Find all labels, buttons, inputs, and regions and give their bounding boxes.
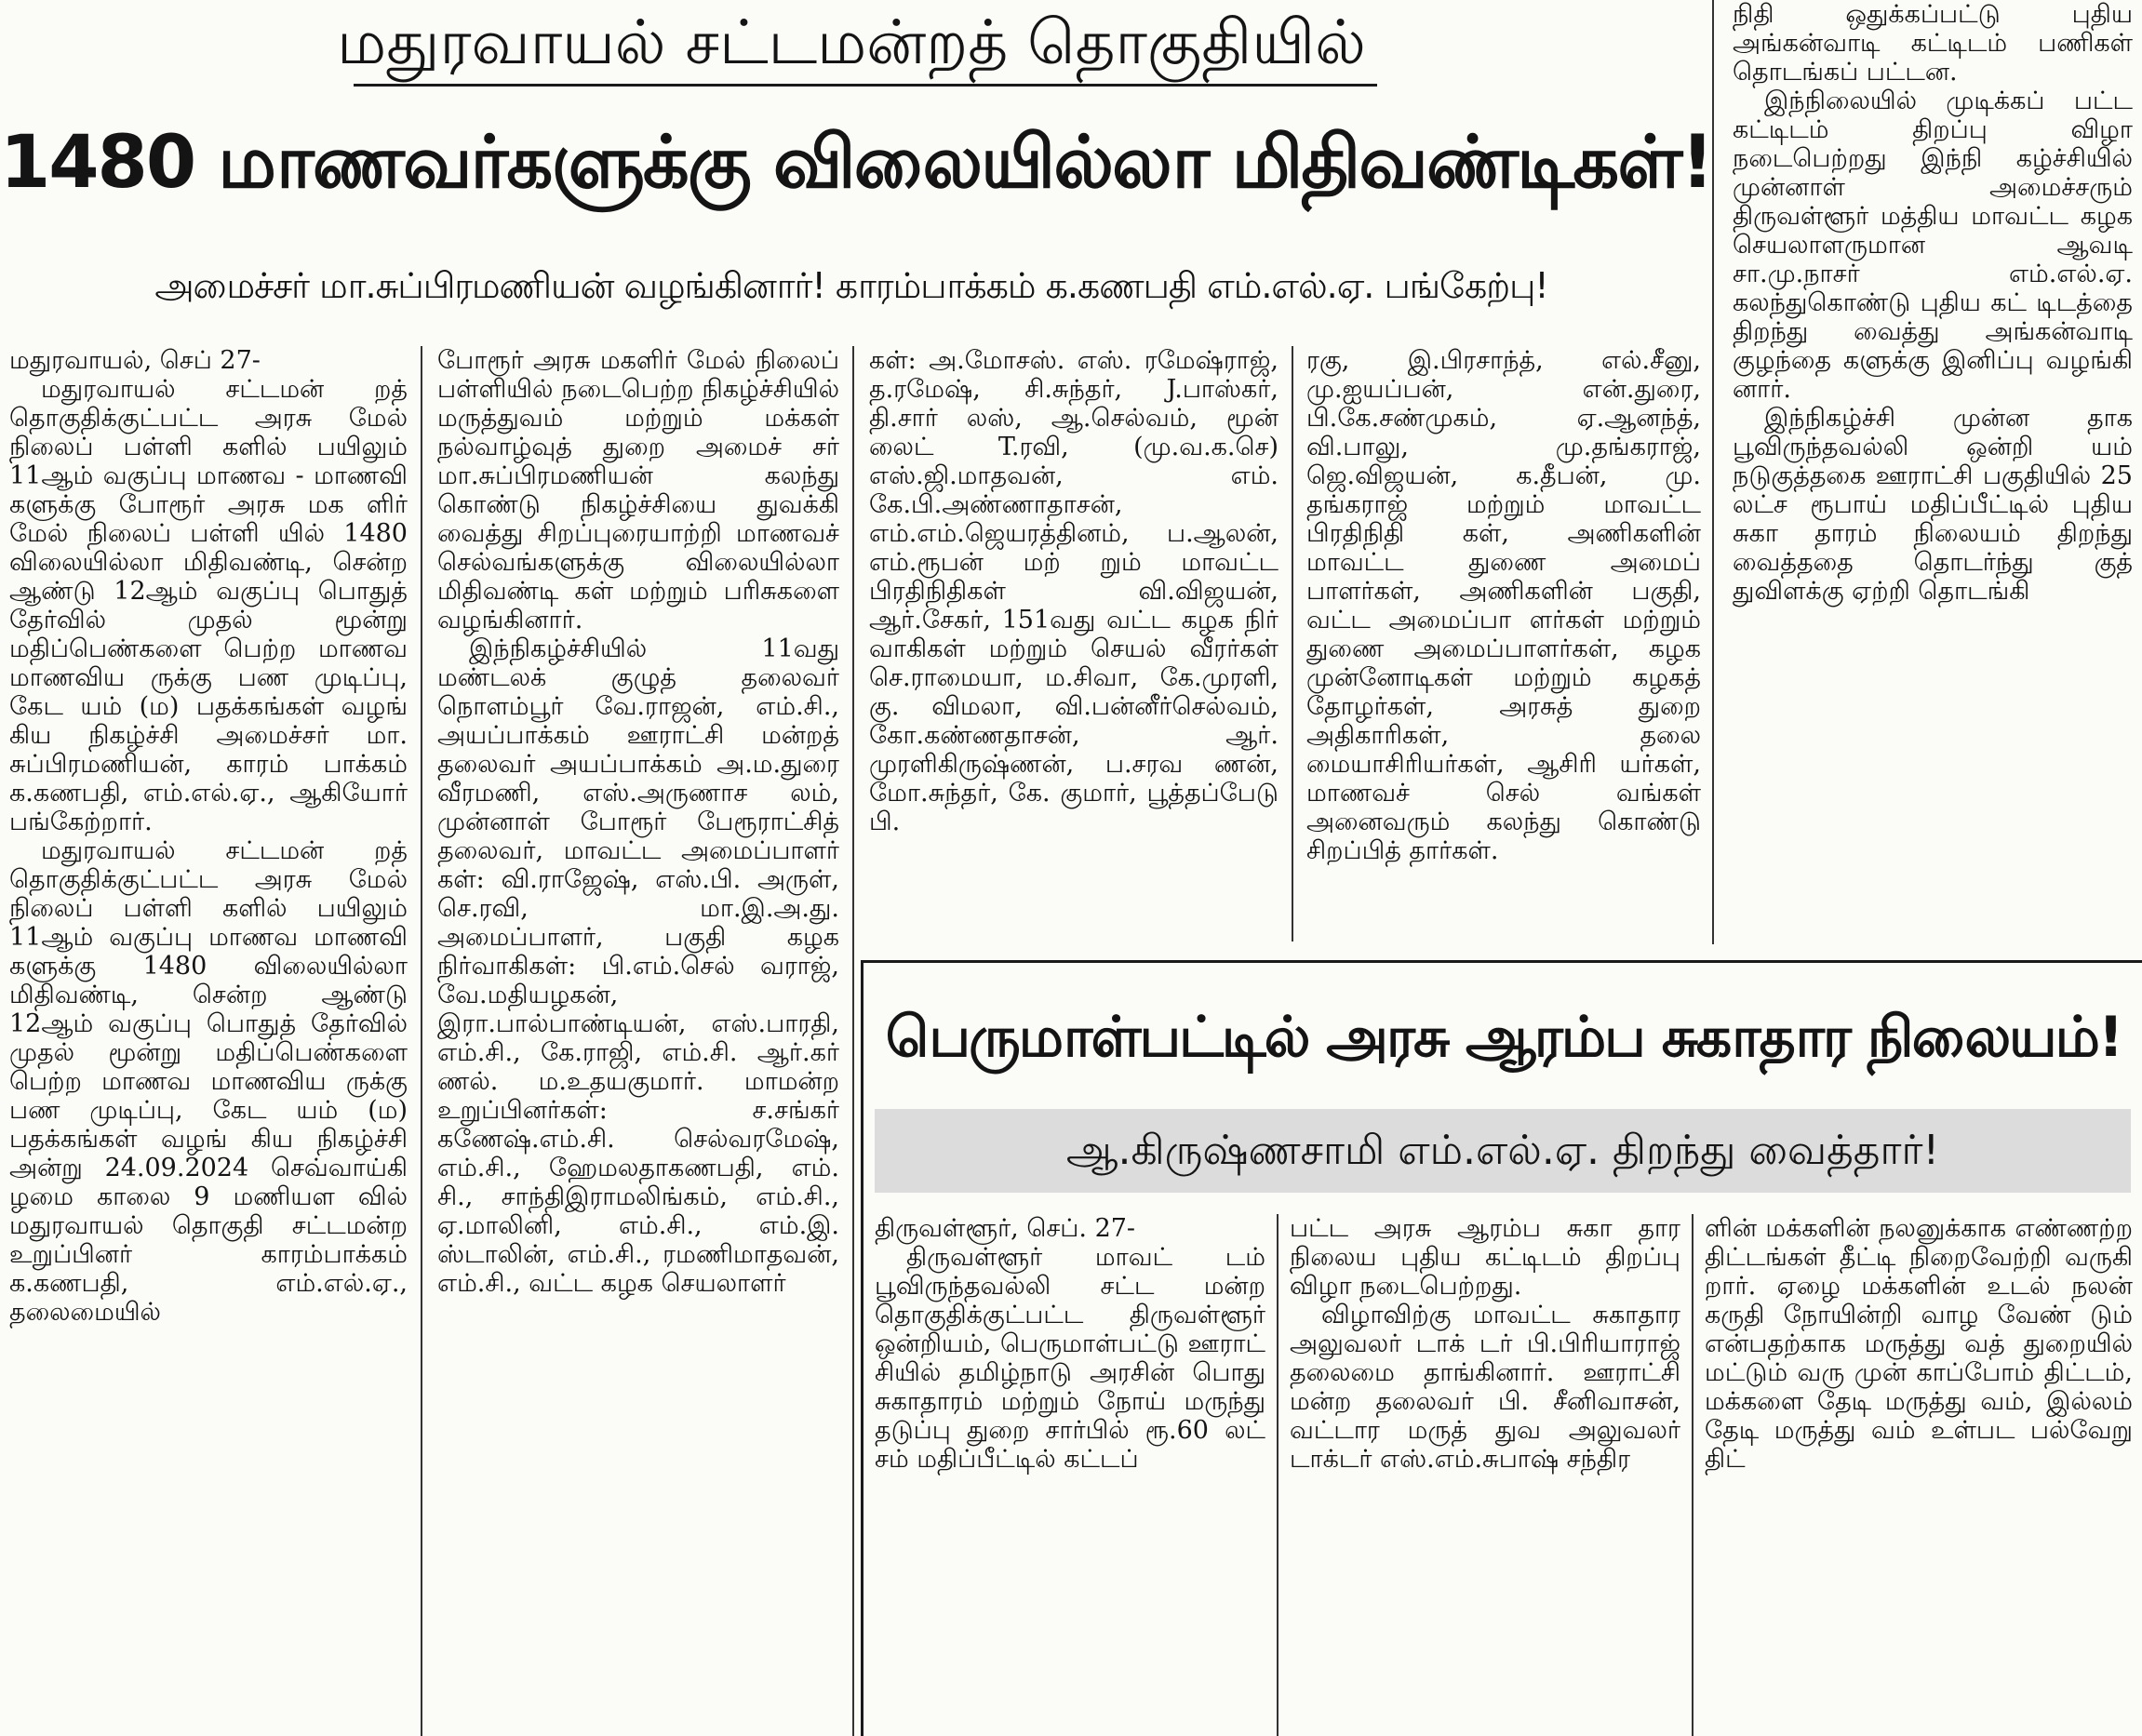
- column-divider: [852, 346, 854, 1736]
- column-divider: [1277, 1214, 1279, 1736]
- article1-col3-para1: கள்: அ.மோசஸ். எஸ். ரமேஷ்ராஜ், த.ரமேஷ், சி.சுந்தர், J.பாஸ்கர், தி.சார் லஸ், ஆ.செல்வம், மூன் லைட் T.ரவி, (மு.வ.க.செ) எஸ்.ஜி.மாதவன், எம். கே.பி.அண்ணாதாசன், எம்.எம்.ஜெயரத்தினம், ப.ஆலன், எம்.ரூபன் மற் றும் மாவட்ட பிரதிநிதிகள் வி.விஜயன், ஆர்.சேகர், 151வது வட்ட கழக நிர் வாகிகள் மற்றும் செயல் வீரர்கள் செ.ராமையா, ம.சிவா, கே.முரளி, கு. விமலா, வி.பன்னீர்செல்வம், கோ.கண்ணதாசன், ஆர். முரளிகிருஷ்ணன், ப.சரவ ணன், மோ.சுந்தர், கே. குமார், பூத்தப்பேடு பி.: [869, 346, 1279, 836]
- article2-column-2: [1290, 1214, 1680, 1736]
- article1-col2-para2: இந்நிகழ்ச்சியில் 11வது மண்டலக் குழுத் தலைவர் நொளம்பூர் வே.ராஜன், எம்.சி., அயப்பாக்கம் ஊராட்சி மன்றத் தலைவர் அயப்பாக்கம் அ.ம.துரை வீரமணி, எஸ்.அருணாச லம், முன்னாள் போரூர் பேரூராட்சித் தலைவர், மாவட்ட அமைப்பாளர் கள்: வி.ராஜேஷ், எஸ்.பி. அருள், செ.ரவி, மா.இ.அ.து. அமைப்பாளர், பகுதி கழக நிர்வாகிகள்: பி.எம்.செல் வராஜ், வே.மதியழகன், இரா.பால்பாண்டியன், எஸ்.பாரதி, எம்.சி., கே.ராஜி, எம்.சி. ஆர்.கர் ணல். ம.உதயகுமார். மாமன்ற உறுப்பினர்கள்: ச.சங்கர் கணேஷ்.எம்.சி. செல்வரமேஷ், எம்.சி., ஹேமலதாகணபதி, எம். சி., சாந்திஇராமலிங்கம், எம்.சி., ஏ.மாலினி, எம்.சி., எம்.இ. ஸ்டாலின், எம்.சி., ரமணிமாதவன், எம்.சி., வட்ட கழக செயலாளர்: [437, 634, 839, 1298]
- column-divider: [1292, 346, 1293, 941]
- article2-col3-para1: ளின் மக்களின் நலனுக்காக எண்ணற்ற திட்டங்கள் தீட்டி நிறைவேற்றி வருகி றார். ஏழை மக்களின் உடல் நலன் கருதி நோயின்றி வாழ வேண் டும் என்பதற்காக மருத்து வத் துறையில் மட்டும் வரு முன் காப்போம் திட்டம், மக்களை தேடி மருத்து வம், இல்லம் தேடி மருத்து வம் உள்பட பல்வேறு திட்: [1705, 1214, 2133, 1474]
- article2-dateline: திருவள்ளூர், செப். 27-: [875, 1214, 1136, 1243]
- article2-col2-para2: விழாவிற்கு மாவட்ட சுகாதார அலுவலர் டாக் டர் பி.பிரியாராஜ் தலைமை தாங்கினார். ஊராட்சி மன்ற தலைவர் பி. சீனிவாசன், வட்டார மருத் துவ அலுவலர் டாக்டர் எஸ்.எம்.சுபாஷ் சந்திர: [1290, 1301, 1680, 1474]
- article1-headline: 1480 மாணவர்களுக்கு விலையில்லா மிதிவண்டிகள்!: [0, 121, 1713, 205]
- sidebar-para1: இந்நிலையில் முடிக்கப் பட்ட கட்டிடம் திறப்பு விழா நடைபெற்றது இந்நி கழ்ச்சியில் முன்னாள் அமைச்சரும் திருவள்ளூர் மத்திய மாவட்ட கழக செயலாளருமான ஆவடி சா.மு.நாசர் எம்.எல்.ஏ. கலந்துகொண்டு புதிய கட் டிடத்தை திறந்து வைத்து அங்கன்வாடி குழந்தை களுக்கு இனிப்பு வழங்கி னார்.: [1733, 87, 2133, 404]
- sidebar-column: [1733, 0, 2133, 941]
- kicker-underline: [354, 84, 1377, 87]
- article2-top-border: [861, 960, 2142, 963]
- sidebar-top-fragment: நிதி ஒதுக்கப்பட்டு புதிய அங்கன்வாடி கட்டிடம் பணிகள் தொடங்கப் பட்டன.: [1733, 0, 2133, 87]
- article2-headline: பெருமாள்பட்டில் அரசு ஆரம்ப சுகாதார நிலையம்!: [885, 1005, 2122, 1070]
- article2-left-border: [861, 960, 863, 1736]
- article1-kicker: மதுரவாயல் சட்டமன்றத் தொகுதியில்: [337, 7, 1366, 78]
- article1-column-1: [9, 346, 408, 1736]
- sidebar-para2: இந்நிகழ்ச்சி முன்ன தாக பூவிருந்தவல்லி ஒன்றி யம் நடுகுத்தகை ஊராட்சி பகுதியில் 25 லட்ச ரூபாய் மதிப்பீட்டில் புதிய சுகா தாரம் நிலையம் திறந்து வைத்ததை தொடர்ந்து குத் துவிளக்கு ஏற்றி தொடங்கி: [1733, 404, 2133, 606]
- article1-col1-para1: மதுரவாயல் சட்டமன் றத் தொகுதிக்குட்பட்ட அரசு மேல் நிலைப் பள்ளி களில் பயிலும் 11ஆம் வகுப்பு மாணவ - மாணவி களுக்கு போரூர் அரசு மக ளிர் மேல் நிலைப் பள்ளி யில் 1480 விலையில்லா மிதிவண்டி, சென்ற ஆண்டு 12ஆம் வகுப்பு பொதுத் தேர்வில் முதல் மூன்று மதிப்பெண்களை பெற்ற மாணவ மாணவிய ருக்கு பண முடிப்பு, கேட யம் (ம) பதக்கங்கள் வழங் கிய நிகழ்ச்சி அமைச்சர் மா. சுப்பிரமணியன், காரம் பாக்கம் க.கணபதி, எம்.எல்.ஏ., ஆகியோர் பங்கேற்றார்.: [9, 375, 408, 836]
- article2-col2-para1: பட்ட அரசு ஆரம்ப சுகா தார நிலைய புதிய கட்டிடம் திறப்பு விழா நடைபெற்றது.: [1290, 1214, 1680, 1301]
- article2-column-3: [1705, 1214, 2133, 1736]
- article2-col1-para1: திருவள்ளூர் மாவட் டம் பூவிருந்தவல்லி சட்ட மன்ற தொகுதிக்குட்பட்ட திருவள்ளூர் ஒன்றியம், பெருமாள்பட்டு ஊராட் சியில் தமிழ்நாடு அரசின் பொது சுகாதாரம் மற்றும் நோய் மருந்து தடுப்பு துறை சார்பில் ரூ.60 லட் சம் மதிப்பீட்டில் கட்டப்: [875, 1243, 1265, 1474]
- article1-col1-para2: மதுரவாயல் சட்டமன் றத் தொகுதிக்குட்பட்ட அரசு மேல் நிலைப் பள்ளி களில் பயிலும் 11ஆம் வகுப்பு மாணவ மாணவி களுக்கு 1480 விலையில்லா மிதிவண்டி, சென்ற ஆண்டு 12ஆம் வகுப்பு பொதுத் தேர்வில் முதல் மூன்று மதிப்பெண்களை பெற்ற மாணவ மாணவிய ருக்கு பண முடிப்பு, கேட யம் (ம) பதக்கங்கள் வழங் கிய நிகழ்ச்சி அன்று 24.09.2024 செவ்வாய்கி ழமை காலை 9 மணியள வில் மதுரவாயல் தொகுதி சட்டமன்ற உறுப்பினர் காரம்பாக்கம் க.கணபதி, எம்.எல்.ஏ., தலைமையில்: [9, 836, 408, 1327]
- sidebar-divider: [1712, 0, 1714, 944]
- article1-column-3: [869, 346, 1279, 941]
- article1-column-4: [1306, 346, 1701, 941]
- article1-col4-para1: ரகு, இ.பிரசாந்த், எல்.சீனு, மு.ஐயப்பன், என்.துரை, பி.கே.சண்முகம், ஏ.ஆனந்த், வி.பாலு, மு.தங்கராஜ், ஜெ.விஜயன், க.தீபன், மு. தங்கராஜ் மற்றும் மாவட்ட பிரதிநிதி கள், அணிகளின் மாவட்ட துணை அமைப் பாளர்கள், அணிகளின் பகுதி, வட்ட அமைப்பா ளர்கள் மற்றும் துணை அமைப்பாளர்கள், கழக முன்னோடிகள் மற்றும் கழகத் தோழர்கள், அரசுத் துறை அதிகாரிகள், தலை மையாசிரியர்கள், ஆசிரி யர்கள், மாணவச் செல் வங்கள் அனைவரும் கலந்து கொண்டு சிறப்பித் தார்கள்.: [1306, 346, 1701, 865]
- article1-dateline: மதுரவாயல், செப் 27-: [9, 346, 261, 375]
- article2-subhead: ஆ.கிருஷ்ணசாமி எம்.எல்.ஏ. திறந்து வைத்தார்!: [875, 1109, 2131, 1193]
- article1-subhead: அமைச்சர் மா.சுப்பிரமணியன் வழங்கினார்! காரம்பாக்கம் க.கணபதி எம்.எல்.ஏ. பங்கேற்பு!: [154, 265, 1548, 306]
- article1-column-2: [437, 346, 839, 1736]
- article1-col2-para1: போரூர் அரசு மகளிர் மேல் நிலைப் பள்ளியில் நடைபெற்ற நிகழ்ச்சியில் மருத்துவம் மற்றும் மக்கள் நல்வாழ்வுத் துறை அமைச் சர் மா.சுப்பிரமணியன் கலந்து கொண்டு நிகழ்ச்சியை துவக்கி வைத்து சிறப்புரையாற்றி மாணவச் செல்வங்களுக்கு விலையில்லா மிதிவண்டி கள் மற்றும் பரிசுகளை வழங்கினார்.: [437, 346, 839, 634]
- article2-column-1: [875, 1214, 1265, 1736]
- column-divider: [421, 346, 422, 1736]
- column-divider: [1692, 1214, 1694, 1736]
